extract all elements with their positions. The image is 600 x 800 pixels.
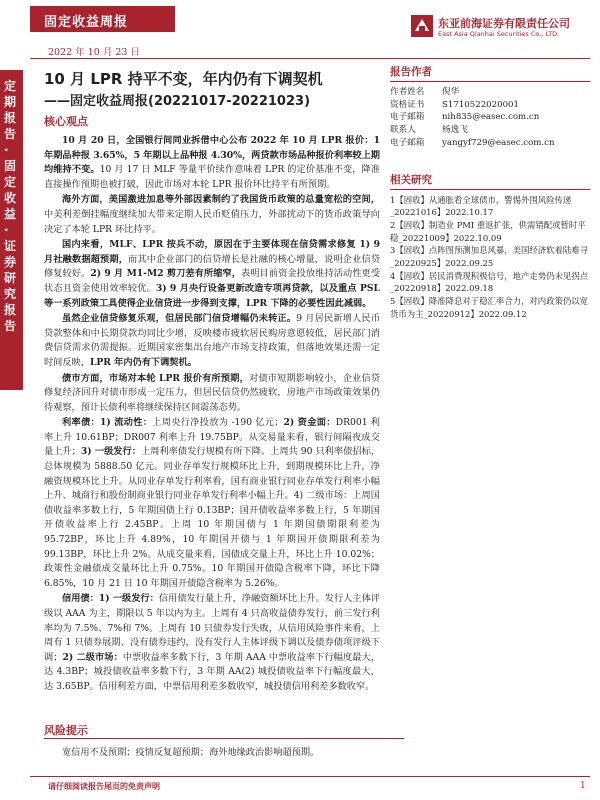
main-body xyxy=(44,134,380,696)
company-logo xyxy=(410,10,590,46)
related-item[interactable]: 1【固收】从通胀看全球债市，警惕外围风险传递_20221016】2022.10.17 xyxy=(390,194,572,218)
related-list xyxy=(390,194,590,321)
analyst-heading: 报告作者 xyxy=(390,64,590,82)
related-item[interactable]: 2【固收】制造业 PMI 重返扩张，供需错配或暂时平稳_20221009】2022.10.09 xyxy=(390,219,586,243)
footer-disclaimer: 请仔细阅读报告尾页的免责声明 xyxy=(48,782,160,791)
author-table xyxy=(390,86,590,150)
paragraph-1-bold: 10 月 20 日，全国银行间同业拆借中心公布 2022 年 10 月 LPR 报价：1 年期品种报 3.65%，5 年期以上品种报 4.30%，两贷款市场品种报价利率较上期均维持不变。 xyxy=(44,135,380,176)
paragraph-6-bold2: 2) 资金面： xyxy=(283,417,336,429)
paragraph-6 xyxy=(44,416,380,591)
paragraph-7-text2: 中票收益率多数下行，3 年期 AAA 中票收益率下行幅度最大，达 4.3BP；城投债收益率多数下行，3 年期 AA(2) 城投债收益率下行幅度最大，达 3.65BP。信用利差方面，中票信用利差多数收窄，城投债信用利差多数收窄。 xyxy=(44,651,380,692)
paragraph-1-text: 10 月 17 日 MLF 等量平价续作意味着 LPR 的定价基准不变，降准直接操作预期也被打破，因此市场对本轮 LPR 报价环比持平有所预期。 xyxy=(44,164,380,190)
risk-text: 宽信用不及预期；疫情反复超预期；海外地缘政治影响超预期。 xyxy=(62,747,320,758)
paragraph-4-text: 9 月居民新增人民币贷款整体和中长期贷款均同比少增，反映楼市疲软居民购房意愿较低，居民部门消费信贷需求仍需提振。近期国家密集出台地产市场支持政策，但落地效果还需一定时间反映， xyxy=(44,313,381,368)
author-key: 电子邮箱 xyxy=(390,112,425,123)
risk-heading: 风险提示 xyxy=(44,724,88,737)
paragraph-5-bold: 债市方面，市场对本轮 LPR 报价有所预期， xyxy=(62,372,250,384)
paragraph-7 xyxy=(44,592,380,694)
author-email-link[interactable]: yangyf729@easec.com.cn xyxy=(442,137,555,148)
paragraph-1 xyxy=(44,134,380,192)
paragraph-2 xyxy=(44,193,380,237)
paragraph-5-text: 对债市短期影响较小，企业信贷修复经济回升对债市形成一定压力，但居民信贷仍然疲软，房地产市场政策效果仍待观察，预计长债利率将继续保持区间震荡态势。 xyxy=(44,372,381,413)
related-item[interactable]: 3【固收】点阵图预测加息风暴，美国经济软着陆难寻_20220925】2022.09.25 xyxy=(390,245,588,269)
paragraph-6-text3: 上周利率债发行规模有所下降。上周共 90 只利率债招标，总体规模为 5888.50 亿元。同业存单发行规模环比上升，到期规模环比上升，净融资规模环比上升。从同业存单发行利率看，国有商业银行同业存单发行利率小幅上升、城商行和股份制商业银行同业存单发行利率小幅上升。4) 二级市场：上周国债收益率多数上行，5 年期国债上行 0.13BP；国开债收益率多数上行，5 年期国开债收益率上行 2.45BP。上周 10 年期国债与 1 年期国债期限利差为 95.72BP，环比上升 4.89%，10 年期国开债与 1 年期国开债期限利差为 99.13BP，环比上升 2%。从成交量来看，国债成交量上升，环比上升 10.02%；政策性金融债成交量环比上升 0.75%。10 年期国开债隐含税率下降，环比下降 6.85%，10 月 21 日 10 年期国开债隐含税率为 5.26%。 xyxy=(44,446,381,589)
footer-divider xyxy=(30,776,590,777)
risk-divider xyxy=(44,738,404,739)
report-date: 2022 年 10 月 23 日 xyxy=(48,47,140,58)
paragraph-7-bold: 信用债：1) 一级发行： xyxy=(62,593,159,605)
author-row xyxy=(390,86,590,99)
author-row xyxy=(390,137,590,150)
core-view-heading: 核心观点 xyxy=(44,115,88,128)
paragraph-6-text2: DR001 利率上升 10.61BP；DR007 利率上升 19.75BP。从交易量来看，银行间隔夜成交量上升； xyxy=(44,417,380,458)
author-key: 资格证书 xyxy=(390,99,425,110)
company-logo-icon xyxy=(410,14,434,38)
sidebar-category-text: 定期报告·固定收益·证券研究报告 xyxy=(4,79,17,333)
page-title: 10 月 LPR 持平不变，年内仍有下调契机 xyxy=(44,70,323,88)
paragraph-2-bold: 海外方面，美国激进加息等外部因素制约了我国货币政策的总量宽松的空间， xyxy=(62,194,380,206)
author-row xyxy=(390,99,590,112)
report-type: 固定收益周报 xyxy=(44,15,129,30)
author-email-link[interactable]: nih835@easec.com.cn xyxy=(442,112,540,123)
author-row xyxy=(390,124,590,137)
paragraph-5 xyxy=(44,372,380,416)
paragraph-3-bold3: 3) 9 月央行设备更新改造专项再贷款，以及重点 PSL 等一系列政策工具使得企业信贷进一步得到支撑，LPR 下降的必要性因此减弱。 xyxy=(44,282,381,309)
paragraph-2-text: 中美利差倒挂幅度继续加大带来定期人民币贬值压力，外部扰动下的货币政策导向决定了本轮 LPR 环比持平。 xyxy=(44,208,380,235)
author-key: 联系人 xyxy=(390,125,416,136)
paragraph-6-bold: 利率债：1) 流动性： xyxy=(62,417,153,429)
paragraph-6-text: 上周央行净投放为 -190 亿元； xyxy=(152,417,284,429)
author-value: S1710522020001 xyxy=(442,99,519,110)
author-key: 电子邮箱 xyxy=(390,137,425,148)
related-item[interactable]: 5【固收】降准降息对于稳汇率合力，对内政策仍以宽货币为主_20220912】2022.09.12 xyxy=(390,296,588,319)
paragraph-4-bold2: LPR 年内仍有下调契机。 xyxy=(89,356,197,368)
author-row xyxy=(390,111,590,124)
company-name-cn: 东亚前海证券有限责任公司 xyxy=(438,17,570,30)
paragraph-3 xyxy=(44,238,380,311)
author-key: 作者姓名 xyxy=(390,87,425,97)
paragraph-4-bold: 虽然企业信贷修复乐观，但居民部门信贷增幅仍未转正。 xyxy=(62,313,297,325)
related-heading: 相关研究 xyxy=(390,172,590,190)
paragraph-3-text2: 表明目前资金投放维持活动性更受状态且资金使用效率较优。 xyxy=(44,268,381,294)
author-value: 倪华 xyxy=(442,87,460,97)
paragraph-7-bold2: 2) 二级市场： xyxy=(62,651,123,663)
paragraph-3-text: 而其中企业部门的信贷增长是社融的核心增量，说明企业信贷修复较好。 xyxy=(44,253,381,280)
paragraph-6-bold3: 3) 一级发行： xyxy=(80,446,141,458)
paragraph-7-text: 信用债发行量上升，净融资额环比上升。发行人主体评级以 AAA 为主，期限以 5 年以内为主。上周有 4 只高收益债券发行，前三发行利率均为 7.5%、7%和 7%。上周有 10 只债券发行失败，从信用风险事件来看，上周有 1 只债券展期、没有债券违约，没有发行人主体评级下调以及债券债项评级下调； xyxy=(44,593,380,663)
related-item[interactable]: 4【固收】居民消费现积极信号，地产走势仍未见拐点_20220918】2022.09.18 xyxy=(390,270,588,294)
report-type-banner xyxy=(30,6,175,32)
paragraph-3-bold: 国内来看，MLF、LPR 按兵不动，原因在于主要体现在信贷需求修复 1) 9 月社融数据超预期， xyxy=(44,239,380,265)
page-subtitle: ——固定收益周报(20221017-20221023) xyxy=(44,94,311,109)
sidebar xyxy=(0,70,23,390)
right-column xyxy=(390,64,590,321)
company-name-en: East Asia Qianhai Securities Co., LTD. xyxy=(438,30,560,38)
header-divider xyxy=(30,58,590,59)
paragraph-3-bold2: 2) 9 月 M1-M2 剪刀差有所缩窄， xyxy=(90,268,242,280)
author-value: 杨逸飞 xyxy=(442,125,468,136)
paragraph-4 xyxy=(44,312,380,370)
page-number: 1 xyxy=(580,781,586,791)
